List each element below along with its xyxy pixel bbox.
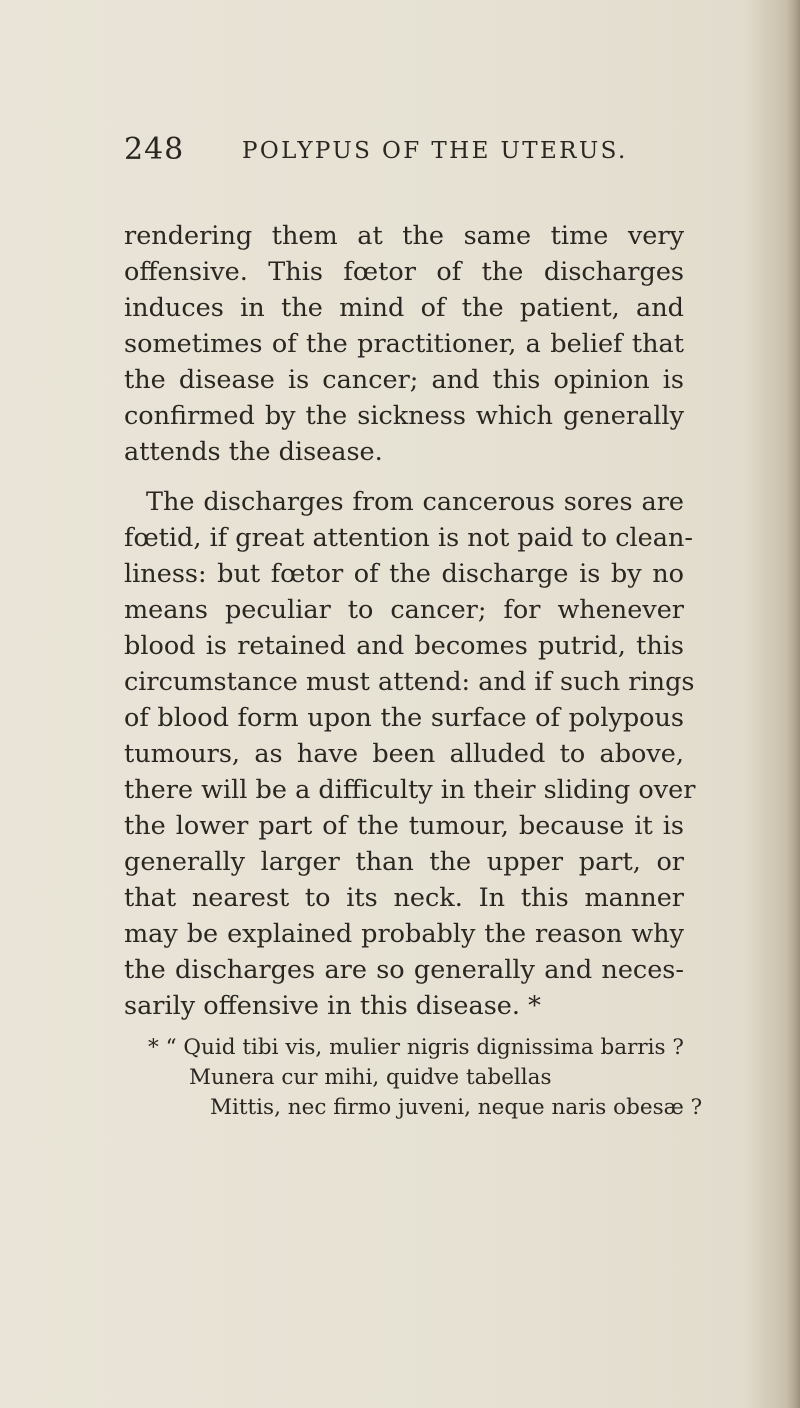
text-line: the discharges are so generally and neces-: [124, 955, 684, 985]
text-line: means peculiar to cancer; for whenever: [124, 595, 684, 625]
text-line: sarily offensive in this disease. *: [124, 991, 541, 1021]
footnote-line: * “ Quid tibi vis, mulier nigris dignissima barris ?: [148, 1035, 684, 1060]
running-head: POLYPUS OF THE UTERUS.: [242, 138, 628, 164]
text-line: may be explained probably the reason why: [124, 919, 684, 949]
page-edge-shadow: [786, 0, 800, 1408]
text-line: there will be a difficulty in their sliding over: [124, 775, 696, 805]
text-line: tumours, as have been alluded to above,: [124, 739, 684, 769]
footnote-line: Mittis, nec firmo juveni, neque naris obesæ ?: [210, 1095, 703, 1120]
text-line: offensive. This fœtor of the discharges: [124, 257, 684, 287]
text-line: sometimes of the practitioner, a belief that: [124, 329, 684, 359]
footnote-line: Munera cur mihi, quidve tabellas: [189, 1065, 552, 1090]
text-line: liness: but fœtor of the discharge is by no: [124, 559, 684, 589]
text-line: The discharges from cancerous sores are: [146, 487, 684, 517]
text-line: the disease is cancer; and this opinion is: [124, 365, 684, 395]
footnote: [124, 1033, 703, 1123]
text-line: induces in the mind of the patient, and: [124, 293, 684, 323]
page-number: 248: [124, 132, 185, 167]
page-header: [124, 132, 684, 172]
text-line: that nearest to its neck. In this manner: [124, 883, 684, 913]
text-line: rendering them at the same time very: [124, 221, 684, 251]
text-line: confirmed by the sickness which generally: [124, 401, 684, 431]
text-line: attends the disease.: [124, 437, 383, 467]
text-line: of blood form upon the surface of polypous: [124, 703, 684, 733]
paragraph-2: [124, 484, 696, 1024]
text-line: blood is retained and becomes putrid, this: [124, 631, 684, 661]
text-line: fœtid, if great attention is not paid to clean-: [124, 523, 694, 553]
text-line: generally larger than the upper part, or: [124, 847, 684, 877]
text-line: circumstance must attend: and if such rings: [124, 667, 695, 697]
text-line: the lower part of the tumour, because it is: [124, 811, 684, 841]
paragraph-1: [124, 218, 684, 470]
